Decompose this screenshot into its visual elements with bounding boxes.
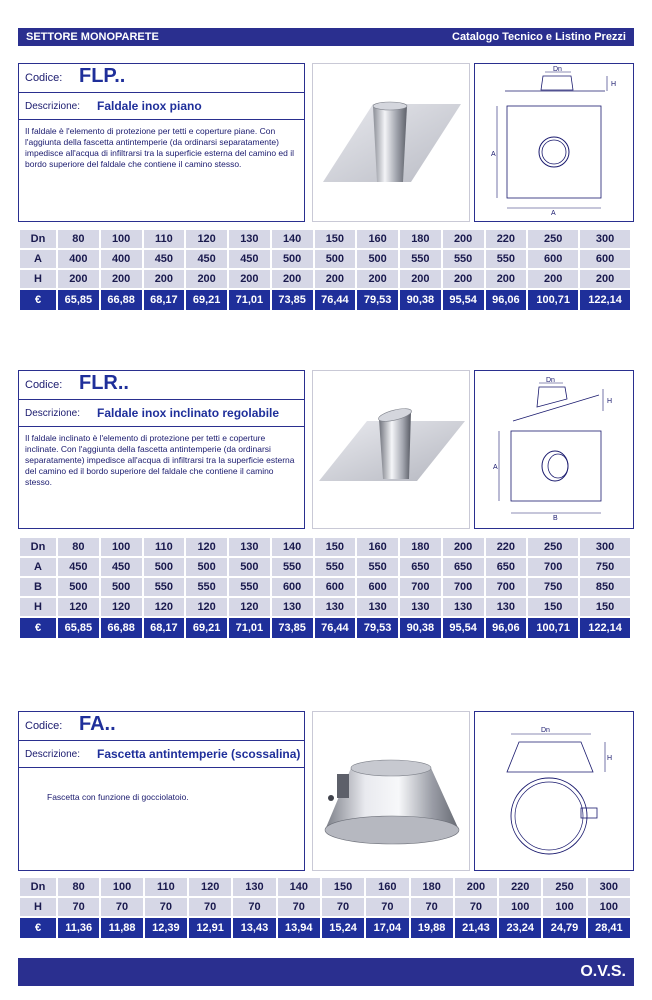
description-label: Descrizione: [25, 101, 81, 112]
table-cell: 120 [101, 598, 142, 616]
table-cell: 600 [528, 250, 578, 268]
code-row [19, 64, 304, 93]
table-cell: 110 [144, 230, 185, 248]
table-cell: 70 [58, 898, 99, 916]
table-cell: 70 [101, 898, 142, 916]
table-cell: 100 [499, 898, 541, 916]
table-cell: 200 [357, 270, 398, 288]
table-cell: 220 [499, 878, 541, 896]
table-cell: 80 [58, 538, 99, 556]
price-cell: 65,85 [58, 618, 99, 638]
price-row [20, 290, 630, 310]
table-row [20, 230, 630, 248]
table-cell: 600 [357, 578, 398, 596]
table-cell: 200 [455, 878, 497, 896]
price-cell: 95,54 [443, 618, 484, 638]
technical-drawing-fa [474, 711, 634, 871]
table-cell: 140 [278, 878, 320, 896]
table-cell: 300 [580, 538, 630, 556]
table-cell: 500 [229, 558, 270, 576]
product-description: Faldale inox inclinato regolabile [97, 406, 280, 420]
price-cell: 24,79 [543, 918, 585, 938]
header-bar [18, 28, 634, 46]
table-cell: 700 [528, 558, 578, 576]
price-cell: 28,41 [588, 918, 630, 938]
row-header: Dn [20, 878, 56, 896]
row-header: A [20, 250, 56, 268]
product-info-flp [18, 63, 305, 222]
table-cell: 200 [528, 270, 578, 288]
price-cell: 79,53 [357, 618, 398, 638]
currency-label: € [20, 618, 56, 638]
table-cell: 500 [272, 250, 313, 268]
table-cell: 550 [400, 250, 441, 268]
description-row [19, 93, 304, 120]
row-header: B [20, 578, 56, 596]
code-label: Codice: [25, 72, 63, 84]
dim-label: A [493, 464, 498, 471]
table-cell: 700 [486, 578, 527, 596]
table-cell: 120 [144, 598, 185, 616]
table-cell: 120 [186, 598, 227, 616]
table-cell: 150 [322, 878, 364, 896]
table-row [20, 270, 630, 288]
product-text: Il faldale inclinato è l'elemento di protezione per tetti e coperture inclinate. Con l'aggiunta della fascetta antintemperie (da ordinarsi separatamente) impedisce all'acqua di infiltrarsi tra la superficie esterna del camino ed il bordo superiore del faldale che contiene il camino stesso. [25, 433, 295, 487]
price-cell: 13,94 [278, 918, 320, 938]
table-cell: 500 [101, 578, 142, 596]
table-cell: 200 [443, 538, 484, 556]
table-cell: 600 [580, 250, 630, 268]
table-cell: 70 [278, 898, 320, 916]
table-cell: 70 [322, 898, 364, 916]
product-code: FLR.. [79, 372, 129, 394]
table-cell: 200 [229, 270, 270, 288]
code-row [19, 712, 304, 741]
table-cell: 550 [357, 558, 398, 576]
table-cell: 70 [455, 898, 497, 916]
table-cell: 450 [58, 558, 99, 576]
dim-label: H [611, 81, 617, 88]
table-cell: 70 [411, 898, 453, 916]
price-row [20, 918, 630, 938]
table-cell: 850 [580, 578, 630, 596]
table-cell: 550 [229, 578, 270, 596]
table-cell: 100 [588, 898, 630, 916]
price-cell: 68,17 [144, 618, 185, 638]
price-cell: 12,39 [145, 918, 187, 938]
table-cell: 160 [366, 878, 408, 896]
price-cell: 66,88 [101, 290, 142, 310]
table-cell: 650 [443, 558, 484, 576]
price-cell: 12,91 [189, 918, 231, 938]
table-cell: 500 [144, 558, 185, 576]
table-cell: 220 [486, 538, 527, 556]
price-cell: 15,24 [322, 918, 364, 938]
product-info-fa [18, 711, 305, 871]
table-cell: 130 [357, 598, 398, 616]
table-cell: 400 [101, 250, 142, 268]
table-cell: 550 [144, 578, 185, 596]
table-cell: 180 [400, 230, 441, 248]
data-table-flp [18, 228, 632, 312]
table-cell: 550 [186, 578, 227, 596]
currency-label: € [20, 918, 56, 938]
table-cell: 140 [272, 538, 313, 556]
product-description: Fascetta antintemperie (scossalina) [97, 747, 301, 761]
table-cell: 150 [580, 598, 630, 616]
product-code: FA.. [79, 713, 116, 735]
row-header: H [20, 598, 56, 616]
dim-label: H [607, 755, 613, 762]
table-cell: 300 [588, 878, 630, 896]
row-header: Dn [20, 230, 56, 248]
table-cell: 130 [272, 598, 313, 616]
table-row [20, 538, 630, 556]
description-row [19, 400, 304, 427]
table-cell: 500 [186, 558, 227, 576]
table-cell: 600 [272, 578, 313, 596]
row-header: Dn [20, 538, 56, 556]
table-cell: 500 [58, 578, 99, 596]
table-cell: 200 [315, 270, 356, 288]
table-cell: 180 [400, 538, 441, 556]
table-cell: 180 [411, 878, 453, 896]
table-cell: 200 [443, 270, 484, 288]
price-cell: 79,53 [357, 290, 398, 310]
table-cell: 550 [272, 558, 313, 576]
dim-label: A [551, 210, 556, 217]
table-cell: 70 [233, 898, 275, 916]
dim-label: Dn [546, 377, 555, 384]
table-cell: 120 [186, 538, 227, 556]
code-label: Codice: [25, 720, 63, 732]
product-photo-fa [312, 711, 470, 871]
table-cell: 750 [580, 558, 630, 576]
table-cell: 130 [233, 878, 275, 896]
table-cell: 700 [400, 578, 441, 596]
price-cell: 90,38 [400, 290, 441, 310]
price-cell: 73,85 [272, 618, 313, 638]
price-cell: 73,85 [272, 290, 313, 310]
dim-label: A [491, 151, 496, 158]
price-cell: 122,14 [580, 618, 630, 638]
table-cell: 500 [357, 250, 398, 268]
dim-label: B [553, 515, 558, 522]
dim-label: Dn [541, 727, 550, 734]
price-cell: 66,88 [101, 618, 142, 638]
table-cell: 100 [543, 898, 585, 916]
table-cell: 220 [486, 230, 527, 248]
table-cell: 400 [58, 250, 99, 268]
product-description: Faldale inox piano [97, 99, 202, 113]
price-cell: 95,54 [443, 290, 484, 310]
product-code: FLP.. [79, 65, 126, 87]
row-header: A [20, 558, 56, 576]
price-cell: 69,21 [186, 290, 227, 310]
table-cell: 80 [58, 230, 99, 248]
table-cell: 110 [144, 538, 185, 556]
table-row [20, 558, 630, 576]
table-row [20, 878, 630, 896]
table-cell: 150 [315, 538, 356, 556]
table-cell: 70 [189, 898, 231, 916]
table-cell: 200 [443, 230, 484, 248]
price-cell: 11,88 [101, 918, 142, 938]
table-cell: 200 [144, 270, 185, 288]
price-cell: 23,24 [499, 918, 541, 938]
table-cell: 450 [186, 250, 227, 268]
table-cell: 650 [400, 558, 441, 576]
product-text: Fascetta con funzione di gocciolatoio. [47, 792, 189, 802]
price-cell: 96,06 [486, 290, 527, 310]
dim-label: Dn [553, 66, 562, 73]
table-row [20, 898, 630, 916]
table-cell: 130 [315, 598, 356, 616]
technical-drawing-flr [474, 370, 634, 529]
table-cell: 450 [229, 250, 270, 268]
code-row [19, 371, 304, 400]
table-cell: 700 [443, 578, 484, 596]
table-cell: 500 [315, 250, 356, 268]
table-row [20, 578, 630, 596]
table-cell: 450 [101, 558, 142, 576]
price-cell: 69,21 [186, 618, 227, 638]
table-cell: 120 [58, 598, 99, 616]
price-cell: 122,14 [580, 290, 630, 310]
table-cell: 140 [272, 230, 313, 248]
table-cell: 100 [101, 878, 142, 896]
table-cell: 200 [186, 270, 227, 288]
price-row [20, 618, 630, 638]
description-label: Descrizione: [25, 408, 81, 419]
product-text: Il faldale è l'elemento di protezione per tetti e coperture piane. Con l'aggiunta della fascetta antintemperie (da ordinarsi separatamente) impedisce all'acqua di infiltrarsi tra la superficie esterna del camino ed il bordo superiore del faldale che contiene il camino stesso. [25, 126, 295, 169]
table-cell: 200 [486, 270, 527, 288]
table-cell: 130 [443, 598, 484, 616]
table-row [20, 250, 630, 268]
table-cell: 550 [443, 250, 484, 268]
price-cell: 100,71 [528, 290, 578, 310]
section-title: SETTORE MONOPARETE [26, 31, 159, 43]
price-cell: 90,38 [400, 618, 441, 638]
catalog-title: Catalogo Tecnico e Listino Prezzi [452, 31, 626, 43]
table-cell: 750 [528, 578, 578, 596]
price-cell: 76,44 [315, 290, 356, 310]
row-header: H [20, 898, 56, 916]
product-info-flr [18, 370, 305, 529]
table-cell: 70 [145, 898, 187, 916]
brand-label: O.V.S. [580, 963, 626, 980]
table-cell: 150 [528, 598, 578, 616]
currency-label: € [20, 290, 56, 310]
table-cell: 200 [272, 270, 313, 288]
data-table-flr [18, 536, 632, 640]
price-cell: 96,06 [486, 618, 527, 638]
price-cell: 65,85 [58, 290, 99, 310]
table-row [20, 598, 630, 616]
price-cell: 13,43 [233, 918, 275, 938]
price-cell: 71,01 [229, 618, 270, 638]
data-table-fa [18, 876, 632, 940]
price-cell: 21,43 [455, 918, 497, 938]
table-cell: 450 [144, 250, 185, 268]
row-header: H [20, 270, 56, 288]
table-cell: 200 [101, 270, 142, 288]
table-cell: 120 [186, 230, 227, 248]
product-photo-flp [312, 63, 470, 222]
table-cell: 160 [357, 230, 398, 248]
dim-label: H [607, 398, 613, 405]
table-cell: 80 [58, 878, 99, 896]
description-row [19, 741, 304, 768]
table-cell: 120 [229, 598, 270, 616]
price-cell: 100,71 [528, 618, 578, 638]
product-photo-flr [312, 370, 470, 529]
table-cell: 130 [486, 598, 527, 616]
table-cell: 250 [528, 538, 578, 556]
price-cell: 17,04 [366, 918, 408, 938]
technical-drawing-flp [474, 63, 634, 222]
table-cell: 250 [528, 230, 578, 248]
code-label: Codice: [25, 379, 63, 391]
price-cell: 68,17 [144, 290, 185, 310]
table-cell: 200 [400, 270, 441, 288]
table-cell: 150 [315, 230, 356, 248]
table-cell: 600 [315, 578, 356, 596]
table-cell: 70 [366, 898, 408, 916]
table-cell: 200 [58, 270, 99, 288]
table-cell: 160 [357, 538, 398, 556]
table-cell: 300 [580, 230, 630, 248]
table-cell: 550 [315, 558, 356, 576]
table-cell: 550 [486, 250, 527, 268]
price-cell: 71,01 [229, 290, 270, 310]
table-cell: 250 [543, 878, 585, 896]
table-cell: 650 [486, 558, 527, 576]
description-label: Descrizione: [25, 749, 81, 760]
price-cell: 19,88 [411, 918, 453, 938]
table-cell: 100 [101, 538, 142, 556]
price-cell: 11,36 [58, 918, 99, 938]
table-cell: 130 [400, 598, 441, 616]
table-cell: 130 [229, 230, 270, 248]
table-cell: 130 [229, 538, 270, 556]
table-cell: 100 [101, 230, 142, 248]
table-cell: 200 [580, 270, 630, 288]
price-cell: 76,44 [315, 618, 356, 638]
table-cell: 120 [189, 878, 231, 896]
footer-bar [18, 958, 634, 986]
table-cell: 110 [145, 878, 187, 896]
